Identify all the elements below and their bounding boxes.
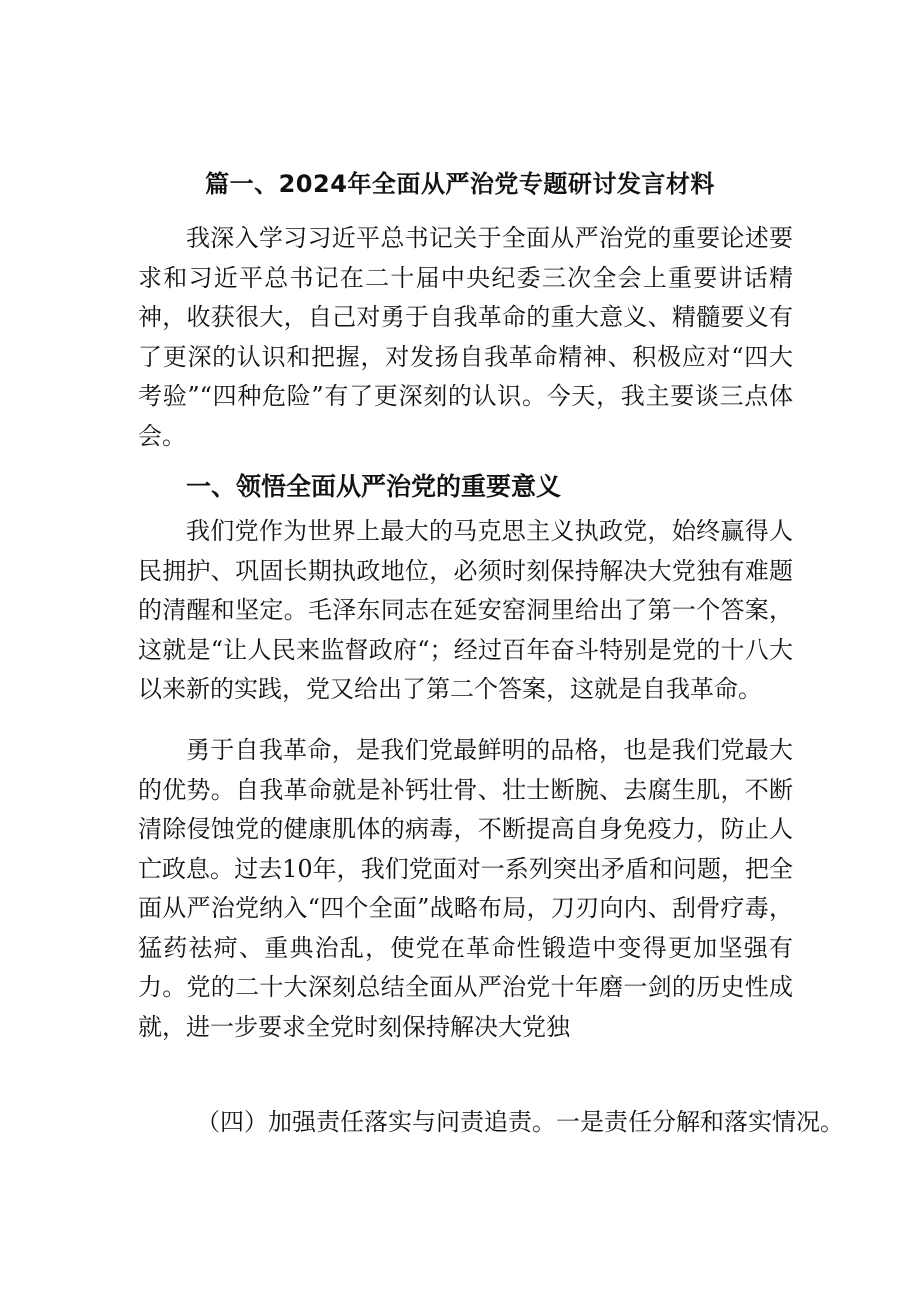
- section-heading: 一、领悟全面从严治党的重要意义: [186, 472, 562, 501]
- body-paragraph-3: 勇于自我革命，是我们党最鲜明的品格，也是我们党最大的优势。自我革命就是补钙壮骨、壮士断腕、去腐生肌，不断清除侵蚀党的健康肌体的病毒，不断提高自身免疫力，防止人亡政息。过去10年，我们党面对一系列突出矛盾和问题，把全面从严治党纳入“四个全面”战略布局，刀刃向内、刮骨疗毒，猛药祛疴、重典治乱，使党在革命性锻造中变得更加坚强有力。党的二十大深刻总结全面从严治党十年磨一剑的历史性成就，进一步要求全党时刻保持解决大党独: [138, 736, 793, 1041]
- intro-paragraph: 我深入学习习近平总书记关于全面从严治党的重要论述要求和习近平总书记在二十届中央纪委三次全会上重要讲话精神，收获很大，自己对勇于自我革命的重大意义、精髓要义有了更深的认识和把握，对发扬自我革命精神、积极应对“四大考验”“四种危险”有了更深刻的认识。今天，我主要谈三点体会。: [138, 224, 793, 450]
- subsection-line: （四）加强责任落实与问责追责。一是责任分解和落实情况。: [196, 1108, 844, 1136]
- document-title: 篇一、2024年全面从严治党专题研讨发言材料: [205, 170, 715, 199]
- body-paragraph-2: 我们党作为世界上最大的马克思主义执政党，始终赢得人民拥护、巩固长期执政地位，必须时刻保持解决大党独有难题的清醒和坚定。毛泽东同志在延安窑洞里给出了第一个答案，这就是“让人民来监督政府“；经过百年奋斗特别是党的十八大以来新的实践，党又给出了第二个答案，这就是自我革命。: [138, 517, 793, 703]
